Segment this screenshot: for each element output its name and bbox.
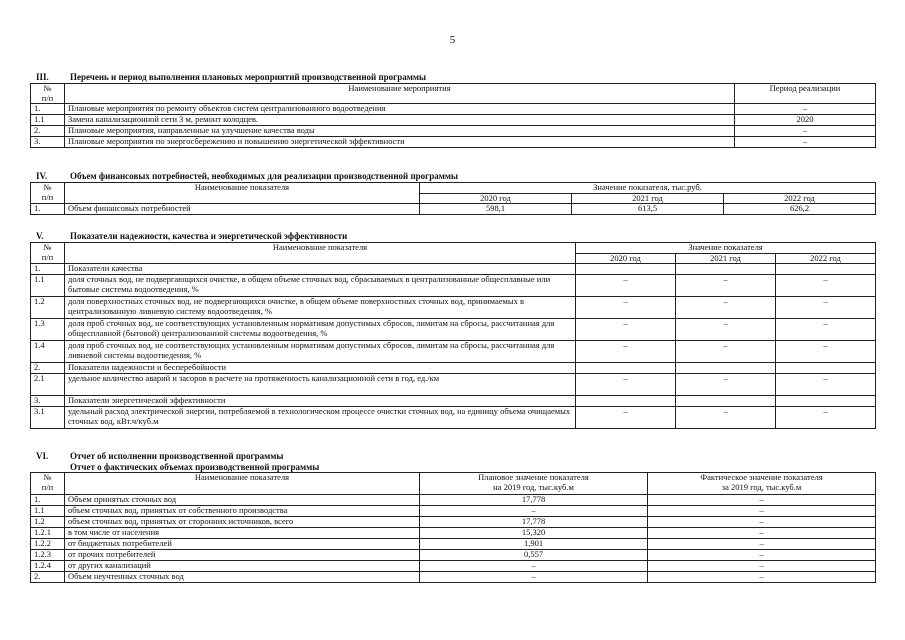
row-number: 3. [31,137,65,148]
row-number: 1.2.3 [31,550,65,561]
col-header-value: Значение показателя, тыс.руб. [420,183,876,194]
section-3-heading [30,72,875,83]
section-4-number: IV. [36,171,48,181]
row-number: 1. [31,104,65,115]
row-name: доля проб сточных вод, не соответствующих установленным нормативам допустимых сбросов, лимитам на сбросы, рассчитанная для общесплавной (бытовой) централизованной системы водоотведения, % [65,319,576,341]
col-header-num: № п/п [31,243,65,264]
section-6-title: Отчет об исполнении производственной программы [70,451,284,461]
value-2020: 598,1 [420,204,572,215]
fact-value: – [648,495,876,506]
plan-value: – [420,572,648,583]
row-number: 1.1 [31,506,65,517]
value-2021: – [676,374,776,396]
section-3-table [30,83,876,148]
row-number: 1.2.2 [31,539,65,550]
table-row [31,126,876,137]
value-2021: – [676,319,776,341]
col-header-2022: 2022 год [776,253,876,264]
row-number: 3. [31,396,65,407]
value-2021: – [676,341,776,363]
value-2022: – [776,374,876,396]
value-2020 [576,264,676,275]
col-header-2022: 2022 год [724,193,876,204]
value-2022: – [776,275,876,297]
section-3-number: III. [36,72,49,82]
section-3 [30,72,875,148]
row-number: 1.1 [31,115,65,126]
col-header-name: Наименование мероприятия [65,84,735,104]
col-header-2020: 2020 год [576,253,676,264]
value-2022 [776,363,876,374]
section-4-table [30,182,876,215]
row-name: Показатели надежности и бесперебойности [65,363,576,374]
value-2021 [676,396,776,407]
plan-value: – [420,561,648,572]
table-row [31,407,876,429]
row-number: 1.2 [31,517,65,528]
section-5-number: V. [36,231,44,241]
table-row [31,363,876,374]
row-name: доля поверхностных сточных вод, не подвергающихся очистке, в общем объеме поверхностных сточных вод, принимаемых в централизованную ливневую систему водоотведения, % [65,297,576,319]
value-2022: – [776,341,876,363]
table-row [31,506,876,517]
col-header-period: Период реализации [735,84,876,104]
value-2022: – [776,319,876,341]
table-row [31,561,876,572]
section-6-heading [30,451,875,462]
table-row [31,204,876,215]
table-row [31,495,876,506]
row-number: 1.2 [31,297,65,319]
value-2022 [776,396,876,407]
fact-value: – [648,550,876,561]
row-name: доля сточных вод, не подвергающихся очистке, в общем объеме сточных вод, сбрасываемых в централизованные общесплавные или бытовые системы водоотведения, % [65,275,576,297]
col-header-value: Значение показателя [576,243,876,254]
row-period: – [735,126,876,137]
col-header-fact: Фактическое значение показателя за 2019 год, тыс.куб.м [648,473,876,495]
row-number: 1. [31,204,65,215]
table-row [31,297,876,319]
table-row [31,341,876,363]
value-2021: – [676,275,776,297]
value-2020: – [576,407,676,429]
plan-value: 1,901 [420,539,648,550]
row-name: Объем финансовых потребностей [65,204,420,215]
col-header-plan: Плановое значение показателя на 2019 год, тыс.куб.м [420,473,648,495]
col-header-2021: 2021 год [572,193,724,204]
table-row [31,115,876,126]
section-6-table [30,472,876,583]
table-row [31,137,876,148]
fact-value: – [648,506,876,517]
value-2021: – [676,407,776,429]
table-row [31,528,876,539]
row-number: 2. [31,572,65,583]
value-2021 [676,363,776,374]
value-2020 [576,363,676,374]
table-row [31,539,876,550]
col-header-num: № п/п [31,473,65,495]
plan-value: 0,557 [420,550,648,561]
row-period: – [735,104,876,115]
fact-value: – [648,572,876,583]
col-header-name: Наименование показателя [65,473,420,495]
page-number: 5 [449,34,456,46]
table-row [31,374,876,396]
row-period: – [735,137,876,148]
col-header-name: Наименование показателя [65,243,576,264]
plan-value: 15,320 [420,528,648,539]
value-2020: – [576,275,676,297]
section-4 [30,171,875,215]
value-2020: – [576,374,676,396]
col-header-num: № п/п [31,183,65,204]
table-row [31,396,876,407]
fact-value: – [648,528,876,539]
row-name: Показатели энергетической эффективности [65,396,576,407]
row-name: в том числе от населения [65,528,420,539]
value-2022: – [776,297,876,319]
plan-value: – [420,506,648,517]
value-2020: – [576,319,676,341]
fact-value: – [648,539,876,550]
table-row [31,319,876,341]
row-number: 1.1 [31,275,65,297]
row-number: 1. [31,495,65,506]
row-name: Плановые мероприятия, направленные на улучшение качества воды [65,126,735,137]
row-name: объем сточных вод, принятых от сторонних источников, всего [65,517,420,528]
row-name: Показатели качества [65,264,576,275]
table-row [31,550,876,561]
col-header-2021: 2021 год [676,253,776,264]
plan-value: 17,778 [420,495,648,506]
col-header-name: Наименование показателя [65,183,420,204]
row-number: 1.3 [31,319,65,341]
value-2022 [776,264,876,275]
row-number: 3.1 [31,407,65,429]
row-name: от бюджетных потребителей [65,539,420,550]
section-6-subtitle: Отчет о фактических объемах производственной программы [70,462,320,472]
row-name: от других канализаций [65,561,420,572]
value-2022: – [776,407,876,429]
section-5 [30,231,875,429]
value-2021: 613,5 [572,204,724,215]
row-name: удельный расход электрической энергии, потребляемой в технологическом процессе очистки сточных вод, на единицу объема очищаемых сточных вод, кВт.ч/куб.м [65,407,576,429]
row-name: Плановые мероприятия по энергосбережению и повышению энергетической эффективности [65,137,735,148]
row-name: Замена канализационной сети 3 м, ремонт колодцев. [65,115,735,126]
section-5-table [30,242,876,429]
row-number: 1.2.4 [31,561,65,572]
row-name: объем сточных вод, принятых от собственного производства [65,506,420,517]
fact-value: – [648,561,876,572]
value-2021 [676,264,776,275]
value-2020: – [576,341,676,363]
row-name: от прочих потребителей [65,550,420,561]
row-number: 1.2.1 [31,528,65,539]
row-number: 2.1 [31,374,65,396]
col-header-2020: 2020 год [420,193,572,204]
plan-value: 17,778 [420,517,648,528]
table-row [31,517,876,528]
row-name: доля проб сточных вод, не соответствующих установленным нормативам допустимых сбросов, лимитам на сбросы, рассчитанная для ливневой системы водоотведения, % [65,341,576,363]
section-5-title: Показатели надежности, качества и энергетической эффективности [70,231,348,241]
row-name: удельное количество аварий и засоров в расчете на протяженность канализационной сети в год, ед./км [65,374,576,396]
section-4-heading [30,171,875,182]
value-2020 [576,396,676,407]
section-6 [30,451,875,583]
row-number: 2. [31,363,65,374]
row-number: 1.4 [31,341,65,363]
table-row [31,572,876,583]
value-2021: – [676,297,776,319]
section-4-title: Объем финансовых потребностей, необходимых для реализации производственной программы [70,171,459,181]
table-row [31,264,876,275]
row-name: Плановые мероприятия по ремонту объектов систем централизованного водоотведения [65,104,735,115]
value-2020: – [576,297,676,319]
value-2022: 626,2 [724,204,876,215]
col-header-num: № п/п [31,84,65,104]
fact-value: – [648,517,876,528]
row-period: 2020 [735,115,876,126]
row-number: 2. [31,126,65,137]
row-name: Объем принятых сточных вод [65,495,420,506]
section-6-number: VI. [36,451,49,461]
section-5-heading [30,231,875,242]
table-row [31,275,876,297]
table-row [31,104,876,115]
section-3-title: Перечень и период выполнения плановых мероприятий производственной программы [70,72,427,82]
row-number: 1. [31,264,65,275]
row-name: Объем неучтенных сточных вод [65,572,420,583]
